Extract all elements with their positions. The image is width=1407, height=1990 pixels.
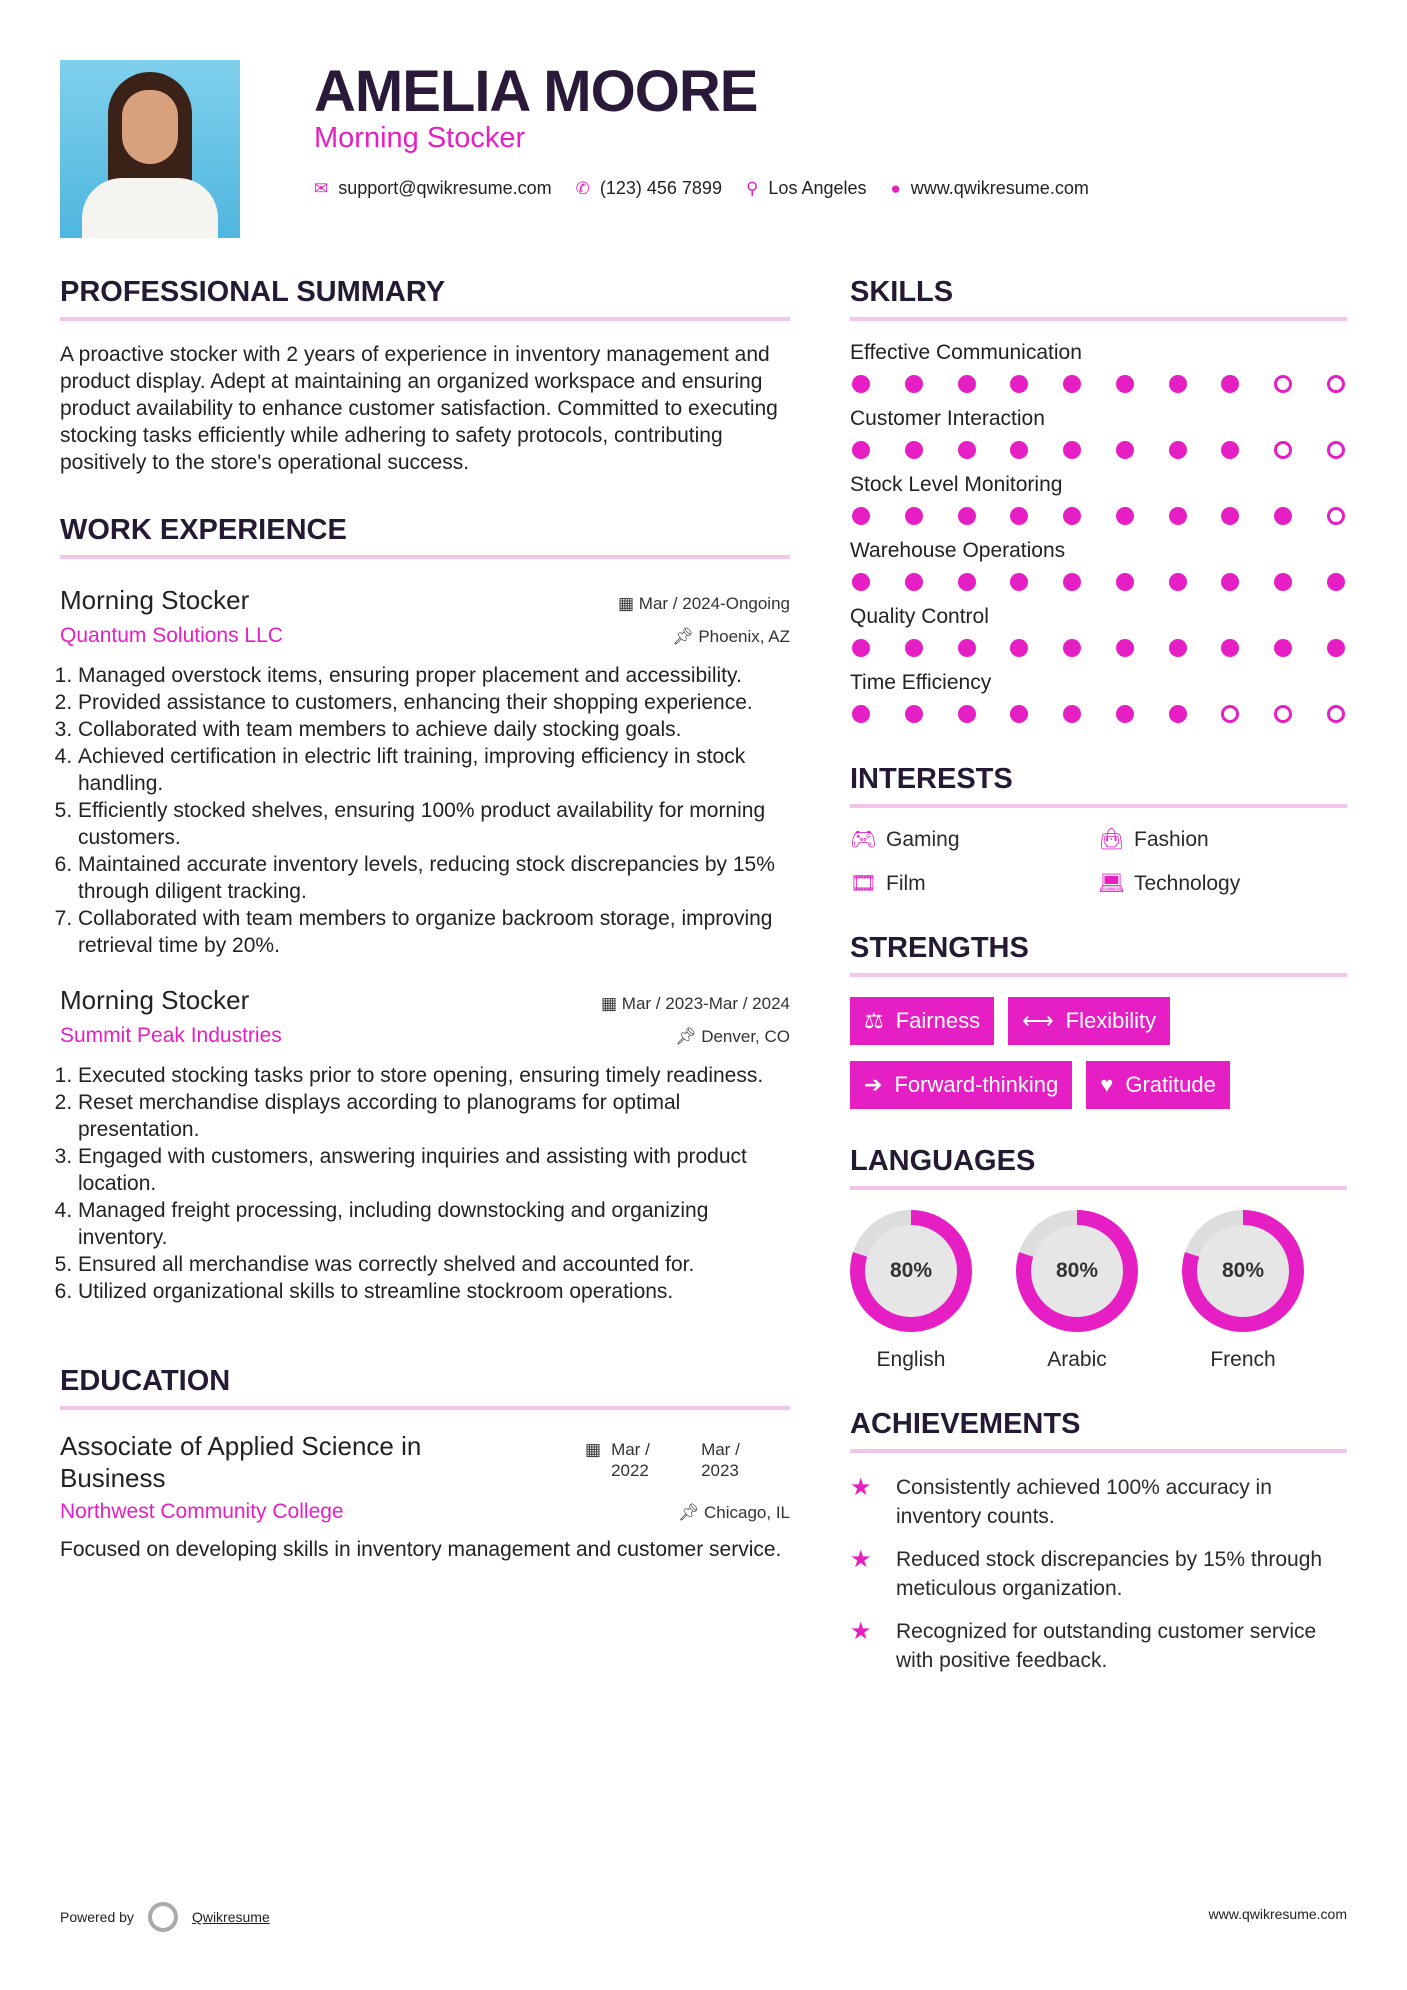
pin-icon: 📌︎ (677, 1503, 704, 1522)
rating-dot (1221, 441, 1239, 459)
rating-dot (1169, 573, 1187, 591)
rating-dot (1063, 639, 1081, 657)
rating-dot (1274, 639, 1292, 657)
job-bullet: 3. Engaged with customers, answering inquiries and assisting with product location. (78, 1143, 790, 1197)
company: Summit Peak Industries (60, 1024, 282, 1047)
language-item (1182, 1210, 1304, 1372)
left-column (60, 276, 790, 1563)
rating-dot (1063, 507, 1081, 525)
rating-dot (958, 573, 976, 591)
pin-icon: 📌︎ (672, 627, 699, 646)
rating-dot (1116, 639, 1134, 657)
rating-dot (1116, 573, 1134, 591)
rating-dot (1010, 705, 1028, 723)
skill-rating (850, 507, 1347, 525)
shooting-star-icon: ★ (850, 1474, 872, 1501)
pin-icon: 📌︎ (674, 1027, 702, 1046)
interest-label: Fashion (1134, 828, 1209, 851)
skill-item (850, 539, 1347, 591)
rating-dot (905, 507, 923, 525)
language-progress-ring (1016, 1210, 1138, 1332)
rating-dot (1327, 375, 1345, 393)
job-date: Mar / 2023-Mar / 2024 (621, 994, 790, 1013)
language-name: French (1210, 1348, 1276, 1371)
job-bullet: 1. Managed overstock items, ensuring proper placement and accessibility. (78, 662, 790, 689)
skill-rating (850, 375, 1347, 393)
profile-photo (60, 60, 240, 238)
rating-dot (958, 375, 976, 393)
skill-name: Warehouse Operations (850, 539, 1066, 562)
skill-name: Customer Interaction (850, 407, 1045, 430)
language-progress-ring (1182, 1210, 1304, 1332)
interest-label: Technology (1134, 872, 1241, 895)
footer-url[interactable]: www.qwikresume.com (1208, 1906, 1347, 1922)
strength-label: Forward-thinking (894, 1072, 1059, 1097)
job-bullet: 6. Maintained accurate inventory levels, reducing stock discrepancies by 15% through diligent tracking. (78, 851, 790, 905)
education-text: Focused on developing skills in inventory management and customer service. (60, 1538, 782, 1561)
scale-icon: ⚖ (864, 1008, 884, 1033)
section-heading: SKILLS (850, 276, 1347, 321)
rating-dot (1063, 573, 1081, 591)
section-heading: ACHIEVEMENTS (850, 1408, 1347, 1453)
strength-tag (850, 997, 994, 1045)
strength-label: Fairness (895, 1008, 981, 1033)
language-item (1016, 1210, 1138, 1372)
language-name: English (876, 1348, 946, 1371)
job-bullet: 1. Executed stocking tasks prior to store opening, ensuring timely readiness. (78, 1062, 790, 1089)
rating-dot (852, 639, 870, 657)
rating-dot (958, 507, 976, 525)
section-heading: INTERESTS (850, 763, 1347, 808)
arrows-h-icon: ⟷ (1022, 1008, 1054, 1033)
achievement-text: Consistently achieved 100% accuracy in inventory counts. (896, 1476, 1272, 1528)
job-bullet: 5. Ensured all merchandise was correctly shelved and accounted for. (78, 1251, 790, 1278)
rating-dot (1274, 441, 1292, 459)
company: Quantum Solutions LLC (60, 624, 283, 647)
rating-dot (905, 705, 923, 723)
edu-location: Chicago, IL (704, 1503, 790, 1522)
shooting-star-icon: ★ (850, 1546, 872, 1573)
rating-dot (1010, 573, 1028, 591)
rating-dot (1221, 705, 1239, 723)
skill-item (850, 341, 1347, 393)
rating-dot (1221, 507, 1239, 525)
interest-label: Gaming (886, 828, 960, 851)
skill-item (850, 473, 1347, 525)
contact-bar (314, 178, 1089, 199)
skill-name: Stock Level Monitoring (850, 473, 1063, 496)
job-bullet: 2. Provided assistance to customers, enhancing their shopping experience. (78, 689, 790, 716)
brand-link[interactable]: Qwikresume (191, 1909, 270, 1925)
strength-tag (1008, 997, 1170, 1045)
candidate-name: AMELIA MOORE (314, 59, 758, 124)
interest-item (850, 872, 1098, 896)
rating-dot (852, 573, 870, 591)
rating-dot (852, 705, 870, 723)
rating-dot (1063, 441, 1081, 459)
calendar-icon: ▦ (585, 1440, 602, 1459)
rating-dot (1327, 441, 1345, 459)
rating-dot (1169, 705, 1187, 723)
section-heading: PROFESSIONAL SUMMARY (60, 276, 790, 321)
rating-dot (1169, 507, 1187, 525)
rating-dot (905, 639, 923, 657)
rating-dot (1327, 573, 1345, 591)
rating-dot (1010, 375, 1028, 393)
job-date: Mar / 2024-Ongoing (638, 594, 790, 613)
language-progress-ring (850, 1210, 972, 1332)
rating-dot (1116, 441, 1134, 459)
skill-item (850, 671, 1347, 723)
rating-dot (1063, 375, 1081, 393)
job-bullet: 7. Collaborated with team members to organize backroom storage, improving retrieval time by 20%. (78, 905, 790, 959)
calendar-icon: ▦ (601, 994, 622, 1013)
map-pin-icon: ⚲ (745, 178, 759, 198)
job-bullet: 3. Collaborated with team members to achieve daily stocking goals. (78, 716, 790, 743)
degree: Associate of Applied Science in Business (60, 1431, 422, 1493)
job-bullet: 6. Utilized organizational skills to streamline stockroom operations. (78, 1278, 790, 1305)
strength-label: Gratitude (1125, 1072, 1216, 1097)
rating-dot (1327, 705, 1345, 723)
rating-dot (852, 507, 870, 525)
calendar-icon: ▦ (618, 594, 639, 613)
job-location: Denver, CO (701, 1027, 790, 1046)
skill-name: Quality Control (850, 605, 989, 628)
achievement-text: Reduced stock discrepancies by 15% through meticulous organization. (896, 1548, 1323, 1600)
job-entry (60, 585, 790, 959)
section-heading: STRENGTHS (850, 932, 1347, 977)
education-entry (60, 1430, 790, 1563)
job-bullet: 5. Efficiently stocked shelves, ensuring 100% product availability for morning customers. (78, 797, 790, 851)
rating-dot (1116, 705, 1134, 723)
website[interactable]: www.qwikresume.com (910, 178, 1089, 198)
language-percent: 80% (865, 1225, 957, 1317)
film-icon: 🎞︎ (850, 872, 877, 895)
gamepad-icon: 🎮︎ (850, 828, 877, 851)
laptop-icon: 💻︎ (1098, 872, 1125, 895)
footer-powered (60, 1902, 270, 1932)
skill-item (850, 605, 1347, 657)
rating-dot (958, 441, 976, 459)
strength-tag (850, 1061, 1072, 1109)
shooting-star-icon: ★ (850, 1618, 872, 1645)
rating-dot (1116, 507, 1134, 525)
qwikresume-logo-icon (148, 1902, 178, 1932)
location: Los Angeles (768, 178, 867, 198)
rating-dot (1274, 507, 1292, 525)
rating-dot (852, 375, 870, 393)
rating-dot (905, 375, 923, 393)
skill-name: Effective Communication (850, 341, 1082, 364)
rating-dot (1327, 507, 1345, 525)
rating-dot (1116, 375, 1134, 393)
candidate-title: Morning Stocker (314, 122, 526, 154)
skill-rating (850, 705, 1347, 723)
section-heading: WORK EXPERIENCE (60, 514, 790, 559)
rating-dot (1169, 375, 1187, 393)
phone-icon: ✆ (575, 178, 590, 198)
interest-item (1098, 872, 1346, 896)
rating-dot (1274, 705, 1292, 723)
rating-dot (1221, 639, 1239, 657)
bag-icon: 👜︎ (1098, 828, 1125, 851)
rating-dot (1327, 639, 1345, 657)
rating-dot (1221, 375, 1239, 393)
rating-dot (1169, 639, 1187, 657)
rating-dot (1274, 573, 1292, 591)
envelope-icon: ✉ (314, 178, 329, 198)
job-title: Morning Stocker (60, 985, 250, 1015)
school: Northwest Community College (60, 1500, 344, 1523)
skill-item (850, 407, 1347, 459)
skill-rating (850, 441, 1347, 459)
section-heading: LANGUAGES (850, 1145, 1347, 1190)
right-column (850, 276, 1347, 1689)
interest-item (850, 828, 1098, 852)
job-entry (60, 985, 790, 1305)
interest-item (1098, 828, 1346, 852)
job-location: Phoenix, AZ (698, 627, 790, 646)
rating-dot (958, 705, 976, 723)
rating-dot (958, 639, 976, 657)
language-percent: 80% (1031, 1225, 1123, 1317)
rating-dot (1063, 705, 1081, 723)
rating-dot (905, 441, 923, 459)
strength-tag (1086, 1061, 1230, 1109)
section-heading: EDUCATION (60, 1365, 790, 1410)
rating-dot (852, 441, 870, 459)
language-percent: 80% (1197, 1225, 1289, 1317)
achievement-text: Recognized for outstanding customer service with positive feedback. (896, 1620, 1317, 1672)
rating-dot (1010, 507, 1028, 525)
summary-text: A proactive stocker with 2 years of experience in inventory management and product display. Adept at maintaining an organized workspace and ensuring product availability to enhance customer satisfaction. Committed to executing stocking tasks efficiently while adhering to safety protocols, contributing positively to the store's operational success. (60, 343, 778, 474)
job-bullet: 4. Achieved certification in electric lift training, improving efficiency in stock handling. (78, 743, 790, 797)
interest-label: Film (886, 872, 926, 895)
job-bullet: 2. Reset merchandise displays according to planograms for optimal presentation. (78, 1089, 790, 1143)
rating-dot (1010, 639, 1028, 657)
powered-by-label: Powered by (60, 1909, 134, 1925)
rating-dot (1010, 441, 1028, 459)
edu-end: Mar / 2023 (701, 1440, 740, 1480)
job-title: Morning Stocker (60, 585, 250, 615)
language-name: Arabic (1047, 1348, 1107, 1371)
achievement-item (850, 1545, 1347, 1603)
achievement-item (850, 1617, 1347, 1675)
rating-dot (1169, 441, 1187, 459)
heart-icon: ♥ (1100, 1072, 1114, 1097)
skill-rating (850, 573, 1347, 591)
email[interactable]: support@qwikresume.com (338, 178, 552, 198)
arrow-right-icon: ➔ (864, 1072, 883, 1097)
job-bullet: 4. Managed freight processing, including downstocking and organizing inventory. (78, 1197, 790, 1251)
rating-dot (1221, 573, 1239, 591)
edu-start: Mar / 2022 (611, 1440, 650, 1480)
phone: (123) 456 7899 (599, 178, 722, 198)
achievement-item (850, 1473, 1347, 1531)
skill-name: Time Efficiency (850, 671, 992, 694)
strength-label: Flexibility (1065, 1008, 1157, 1033)
skill-rating (850, 639, 1347, 657)
rating-dot (1274, 375, 1292, 393)
language-item (850, 1210, 972, 1372)
rating-dot (905, 573, 923, 591)
globe-icon: ● (890, 178, 901, 198)
